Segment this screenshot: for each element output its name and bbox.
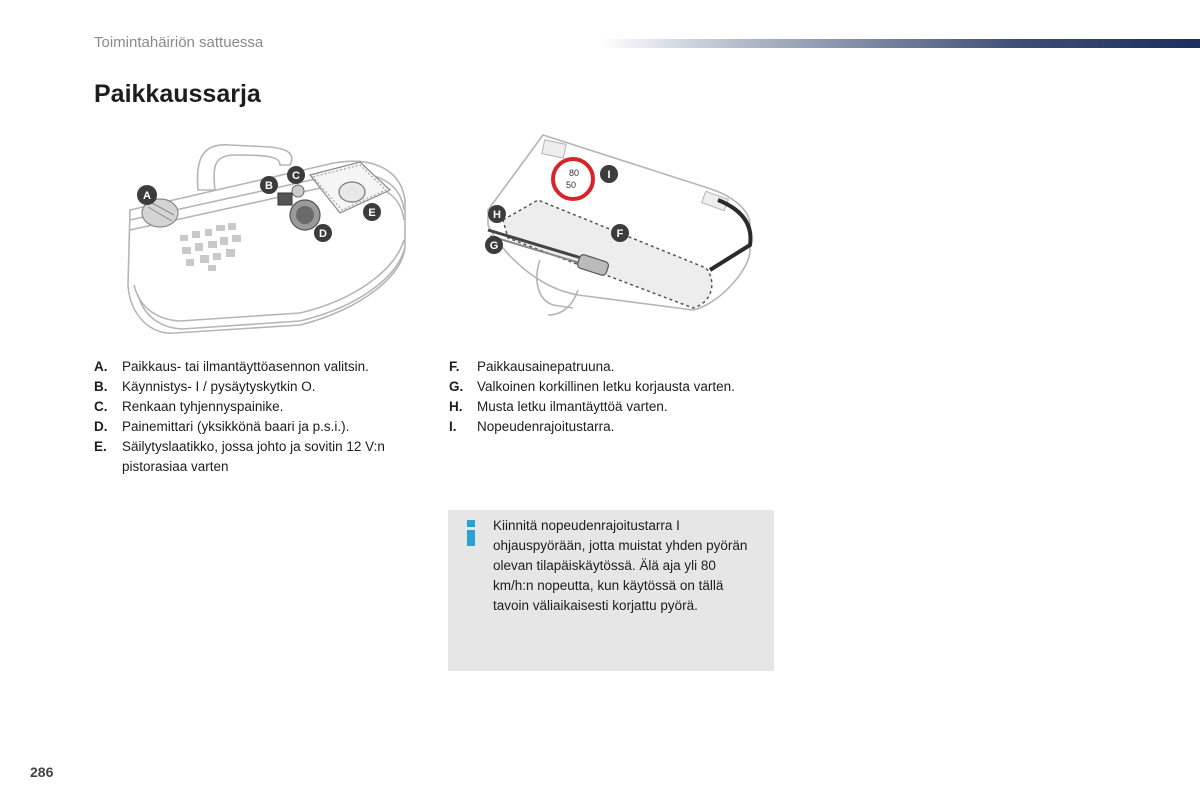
callout-d: D xyxy=(319,228,327,240)
section-header: Toimintahäiriön sattuessa xyxy=(94,34,264,51)
legend-text: Nopeudenrajoitustarra. xyxy=(477,419,615,434)
legend-key: D. xyxy=(94,419,108,434)
info-box xyxy=(448,510,774,671)
legend-right xyxy=(449,357,789,437)
callout-g: G xyxy=(489,240,499,252)
legend-text: Paikkaus- tai ilmantäyttöasennon valitsin. xyxy=(122,359,369,374)
legend-item xyxy=(449,397,789,417)
callout-c: C xyxy=(292,170,300,182)
legend-item xyxy=(94,357,424,377)
header-bar xyxy=(600,39,1200,48)
page-number: 286 xyxy=(30,764,54,780)
legend-left xyxy=(94,357,424,477)
legend-key: I. xyxy=(449,419,457,434)
callout-i: I xyxy=(607,169,611,181)
legend-key: E. xyxy=(94,439,107,454)
callout-h: H xyxy=(493,209,501,221)
callout-b: B xyxy=(265,180,273,192)
legend-item xyxy=(94,397,424,417)
page-title: Paikkaussarja xyxy=(94,80,261,108)
legend-key: G. xyxy=(449,379,464,394)
legend-text: Valkoinen korkillinen letku korjausta varten. xyxy=(477,379,735,394)
legend-key: A. xyxy=(94,359,108,374)
info-icon xyxy=(464,520,478,546)
legend-item xyxy=(94,417,424,437)
legend-item xyxy=(449,357,789,377)
callout-e: E xyxy=(368,207,376,219)
legend-key: B. xyxy=(94,379,108,394)
legend-item xyxy=(94,437,424,477)
legend-text: Säilytyslaatikko, jossa johto ja sovitin 12 V:n pistorasiaa varten xyxy=(122,439,385,474)
legend-item xyxy=(94,377,424,397)
compressor-kit-illustration xyxy=(120,135,420,340)
legend-key: C. xyxy=(94,399,108,414)
legend-text: Renkaan tyhjennyspainike. xyxy=(122,399,284,414)
sign-speed-bottom: 50 xyxy=(565,180,577,190)
callout-f: F xyxy=(616,228,624,240)
legend-text: Paikkausainepatruuna. xyxy=(477,359,615,374)
sign-speed-top: 80 xyxy=(568,168,580,178)
legend-key: H. xyxy=(449,399,463,414)
legend-text: Musta letku ilmantäyttöä varten. xyxy=(477,399,668,414)
sealant-cartridge-illustration xyxy=(478,130,763,320)
legend-text: Käynnistys- I / pysäytyskytkin O. xyxy=(122,379,316,394)
info-text: Kiinnitä nopeudenrajoitustarra I ohjauspyörään, jotta muistat yhden pyörän olevan tilapäiskäytössä. Älä aja yli 80 km/h:n nopeutta, kun käytössä on tällä tavoin väliaikaisesti korjattu pyörä. xyxy=(493,518,748,613)
callout-a: A xyxy=(143,190,151,202)
legend-item xyxy=(449,377,789,397)
legend-item xyxy=(449,417,789,437)
legend-text: Painemittari (yksikkönä baari ja p.s.i.). xyxy=(122,419,350,434)
legend-key: F. xyxy=(449,359,460,374)
